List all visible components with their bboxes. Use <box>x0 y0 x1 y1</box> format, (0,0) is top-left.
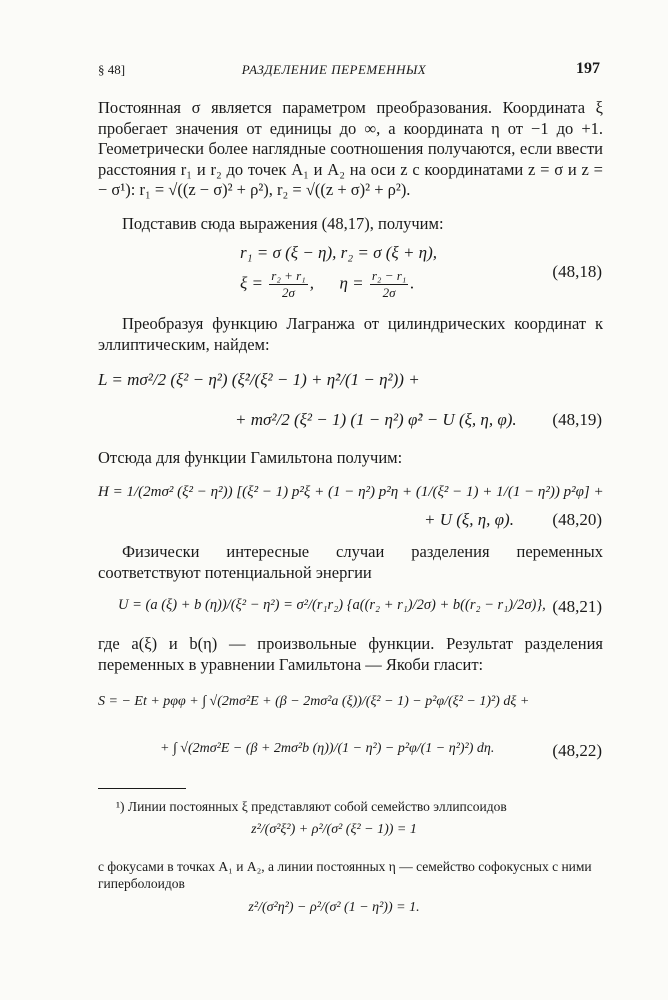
equation-number-48-20: (48,20) <box>552 510 602 529</box>
equation-number-48-19: (48,19) <box>552 410 602 429</box>
equation-number-48-18: (48,18) <box>552 262 602 281</box>
equation-48-20-line2: + U (ξ, η, φ). <box>424 510 514 529</box>
equation-48-20-line1: H = 1/(2mσ² (ξ² − η²)) [(ξ² − 1) p²ξ + (1 − η²) p²η + (1/(ξ² − 1) + 1/(1 − η²)) p²φ] + <box>98 484 604 500</box>
page-number: 197 <box>576 60 600 77</box>
equation-48-18-line2: ξ = $\frac{\text{r₂ + r₁}}{2\sigma}$ , η = $\frac{\text{r₂ − r₁}}{2\sigma}$ . <box>240 268 415 300</box>
paragraph-4: Отсюда для функции Гамильтона получим: <box>98 448 403 467</box>
equation-48-21: U = (a (ξ) + b (η))/(ξ² − η²) = σ²/(r₁r₂) {a((r₂ + r₁)/2σ) + b((r₂ − r₁)/2σ)}, <box>118 597 546 613</box>
footnote-text-1: ¹) Линии постоянных ξ представляют собой семейство эллипсоидов <box>116 799 507 814</box>
equation-number-48-22: (48,22) <box>552 741 602 760</box>
equation-48-19-line2: + mσ²/2 (ξ² − 1) (1 − η²) φ̇² − U (ξ, η, φ). <box>235 410 517 429</box>
equation-48-22-line1: S = − Et + pφφ + ∫ √(2mσ²E + (β − 2mσ²a (ξ))/(ξ² − 1) − p²φ/(ξ² − 1)²) dξ + <box>98 694 530 709</box>
running-title: РАЗДЕЛЕНИЕ ПЕРЕМЕННЫХ <box>241 62 427 77</box>
equation-number-48-21: (48,21) <box>552 597 602 616</box>
equation-48-22-line2: + ∫ √(2mσ²E − (β + 2mσ²b (η))/(1 − η²) − p²φ/(1 − η²)²) dη. <box>160 741 495 756</box>
section-marker: § 48] <box>98 62 126 77</box>
footnote-equation-hyperboloids: z²/(σ²η²) − ρ²/(σ² (1 − η²)) = 1. <box>248 900 420 915</box>
paragraph-6: где a(ξ) и b(η) — произвольные функции. Результат разделения переменных в уравнении Гамильтона — Якоби гласит: <box>98 634 603 674</box>
footnote-divider <box>98 788 186 789</box>
footnote-equation-ellipsoids: z²/(σ²ξ²) + ρ²/(σ² (ξ² − 1)) = 1 <box>251 822 417 837</box>
equation-48-18-line1: r₁ = σ (ξ − η), r₂ = σ (ξ + η), <box>240 243 438 262</box>
paragraph-2: Подставив сюда выражения (48,17), получим: <box>122 214 444 233</box>
paragraph-5: Физически интересные случаи разделения переменных соответствуют потенциальной энергии <box>98 542 603 582</box>
paragraph-1: Постоянная σ является параметром преобразования. Координата ξ пробегает значения от единицы до ∞, а координата η от −1 до +1. Геометрически более наглядные соотношения получаются, если ввести расстояния r₁ и r₂ до точек A₁ и A₂ на оси z с координатами z = σ и z = − σ¹): r₁ = √((z − σ)² + ρ²), r₂ = √((z + σ)² + ρ²). <box>98 98 603 199</box>
footnote-text-2: с фокусами в точках A₁ и A₂, а линии постоянных η — семейство софокусных с ними гиперболоидов <box>98 859 592 891</box>
paragraph-3: Преобразуя функцию Лагранжа от цилиндрических координат к эллиптическим, найдем: <box>98 314 603 354</box>
equation-48-19-line1: L = mσ²/2 (ξ² − η²) (ξ̇²/(ξ² − 1) + η̇²/(1 − η²)) + <box>98 370 420 389</box>
